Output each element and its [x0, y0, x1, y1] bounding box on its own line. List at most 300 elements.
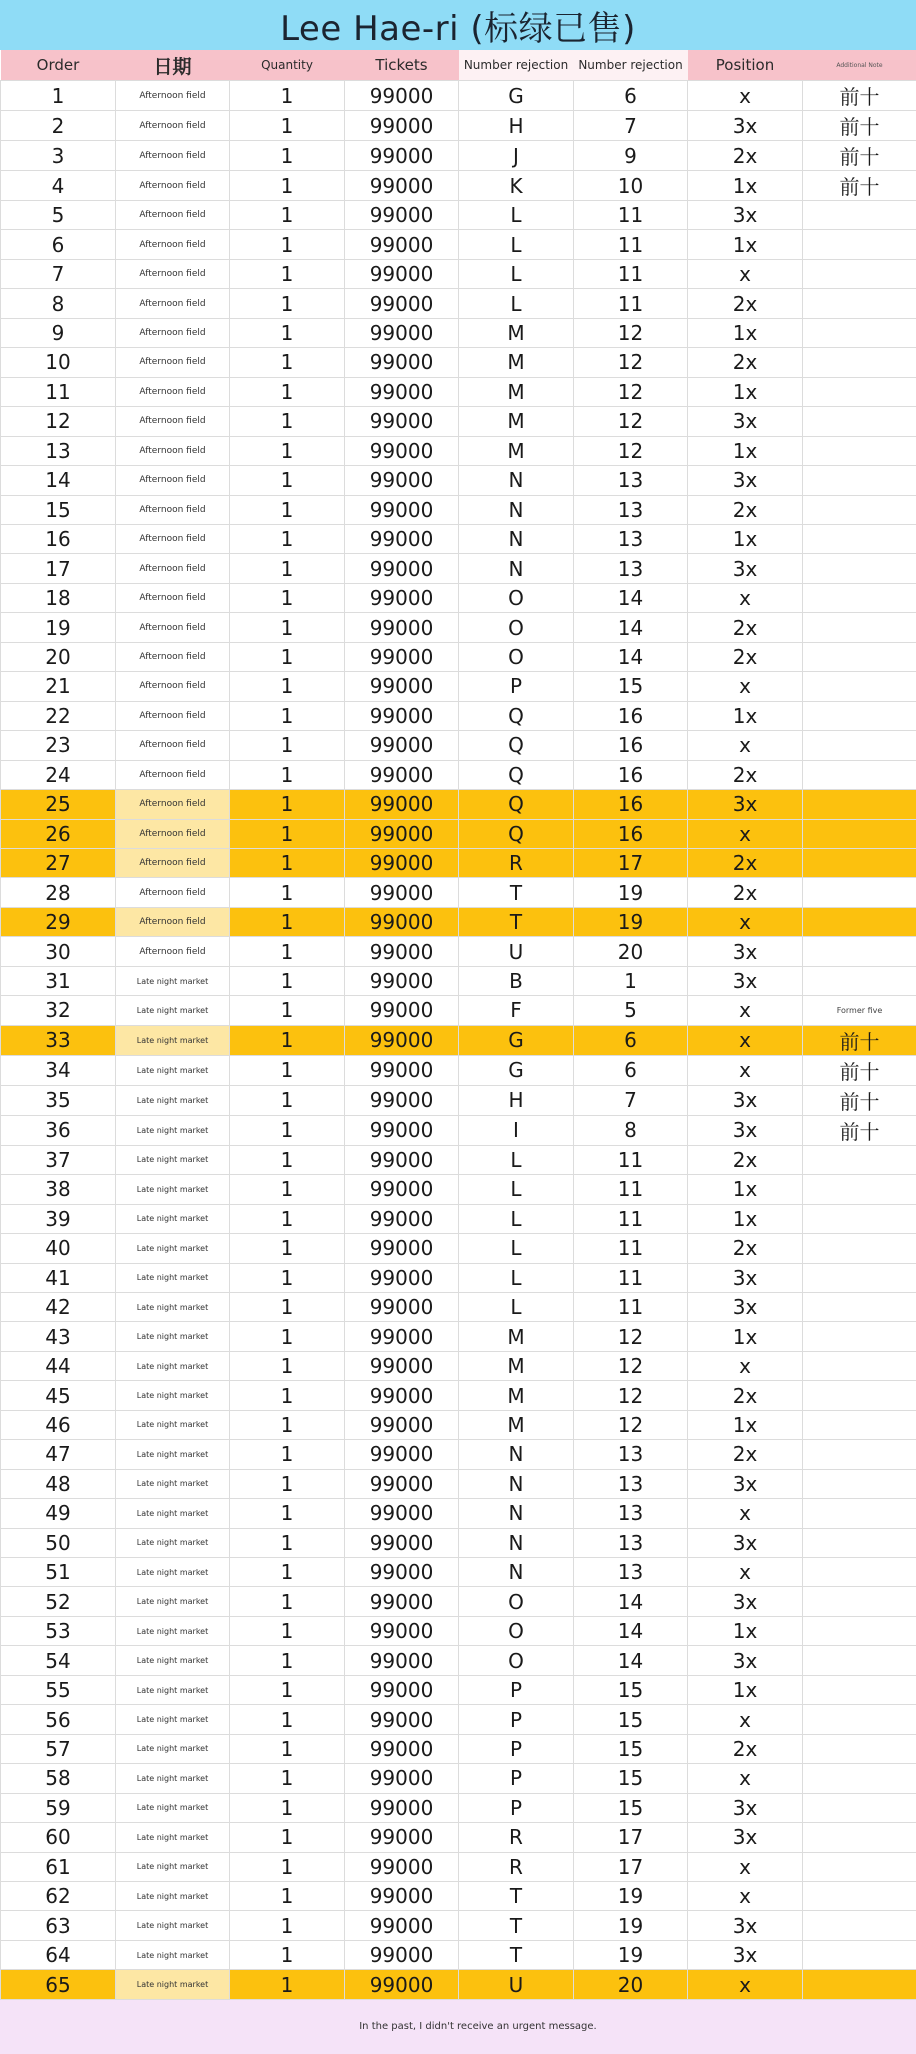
row-letter-cell: Q: [459, 731, 574, 760]
table-row: [1, 554, 916, 583]
header-position: Position: [688, 50, 803, 81]
row-letter-cell: O: [459, 1587, 574, 1616]
row-number-cell: 15: [574, 1705, 688, 1734]
date-cell: Late night market: [116, 1705, 230, 1734]
row-letter-cell: N: [459, 466, 574, 495]
row-number-cell: 11: [574, 289, 688, 318]
row-number-cell: 8: [574, 1115, 688, 1145]
note-cell: [803, 848, 916, 877]
quantity-cell: 1: [230, 966, 345, 995]
order-cell: 14: [1, 466, 116, 495]
table-row: [1, 1204, 916, 1233]
tickets-cell: 99000: [345, 1234, 459, 1263]
quantity-cell: 1: [230, 1145, 345, 1174]
quantity-cell: 1: [230, 318, 345, 347]
quantity-cell: 1: [230, 1499, 345, 1528]
order-cell: 6: [1, 230, 116, 259]
date-cell: Late night market: [116, 1616, 230, 1645]
row-number-cell: 11: [574, 259, 688, 288]
date-cell: Afternoon field: [116, 819, 230, 848]
date-cell: Afternoon field: [116, 613, 230, 642]
date-cell: Late night market: [116, 1911, 230, 1940]
order-cell: 45: [1, 1381, 116, 1410]
row-number-cell: 11: [574, 1175, 688, 1204]
note-cell: [803, 1970, 916, 1999]
position-cell: 3x: [688, 1587, 803, 1616]
quantity-cell: 1: [230, 642, 345, 671]
note-cell: [803, 1823, 916, 1852]
ticket-table: [0, 50, 916, 2000]
date-cell: Afternoon field: [116, 495, 230, 524]
note-cell: [803, 1882, 916, 1911]
note-cell: [803, 1852, 916, 1881]
date-cell: Late night market: [116, 1025, 230, 1055]
row-letter-cell: K: [459, 171, 574, 201]
note-cell: [803, 1675, 916, 1704]
note-cell: [803, 1381, 916, 1410]
quantity-cell: 1: [230, 1558, 345, 1587]
tickets-cell: 99000: [345, 848, 459, 877]
table-row: [1, 878, 916, 907]
table-row: [1, 937, 916, 966]
quantity-cell: 1: [230, 1882, 345, 1911]
row-letter-cell: T: [459, 907, 574, 936]
tickets-cell: 99000: [345, 642, 459, 671]
order-cell: 25: [1, 790, 116, 819]
note-cell: [803, 554, 916, 583]
order-cell: 7: [1, 259, 116, 288]
quantity-cell: 1: [230, 1440, 345, 1469]
note-cell: [803, 1292, 916, 1321]
note-cell: [803, 819, 916, 848]
row-number-cell: 19: [574, 878, 688, 907]
footer-message: In the past, I didn't receive an urgent message.: [359, 2021, 597, 2032]
row-letter-cell: Q: [459, 760, 574, 789]
order-cell: 51: [1, 1558, 116, 1587]
position-cell: 3x: [688, 1793, 803, 1822]
date-cell: Late night market: [116, 1410, 230, 1439]
table-row: [1, 407, 916, 436]
note-cell: [803, 524, 916, 553]
order-cell: 28: [1, 878, 116, 907]
row-letter-cell: L: [459, 1234, 574, 1263]
order-cell: 5: [1, 201, 116, 230]
order-cell: 21: [1, 672, 116, 701]
order-cell: 52: [1, 1587, 116, 1616]
note-cell: [803, 1587, 916, 1616]
row-letter-cell: L: [459, 259, 574, 288]
row-letter-cell: M: [459, 1351, 574, 1380]
order-cell: 2: [1, 111, 116, 141]
position-cell: 2x: [688, 642, 803, 671]
date-cell: Afternoon field: [116, 318, 230, 347]
order-cell: 65: [1, 1970, 116, 1999]
tickets-cell: 99000: [345, 1440, 459, 1469]
table-row: [1, 996, 916, 1025]
order-cell: 48: [1, 1469, 116, 1498]
order-cell: 13: [1, 436, 116, 465]
table-row: [1, 1616, 916, 1645]
tickets-cell: 99000: [345, 348, 459, 377]
date-cell: Late night market: [116, 1292, 230, 1321]
row-number-cell: 12: [574, 436, 688, 465]
order-cell: 56: [1, 1705, 116, 1734]
order-cell: 36: [1, 1115, 116, 1145]
position-cell: x: [688, 81, 803, 111]
position-cell: 2x: [688, 848, 803, 877]
row-letter-cell: G: [459, 1055, 574, 1085]
order-cell: 39: [1, 1204, 116, 1233]
position-cell: 1x: [688, 1675, 803, 1704]
order-cell: 3: [1, 141, 116, 171]
order-cell: 31: [1, 966, 116, 995]
tickets-cell: 99000: [345, 1882, 459, 1911]
table-row: [1, 672, 916, 701]
table-row: [1, 1970, 916, 1999]
quantity-cell: 1: [230, 1705, 345, 1734]
quantity-cell: 1: [230, 1292, 345, 1321]
order-cell: 46: [1, 1410, 116, 1439]
date-cell: Late night market: [116, 1764, 230, 1793]
row-letter-cell: L: [459, 1292, 574, 1321]
position-cell: 3x: [688, 966, 803, 995]
quantity-cell: 1: [230, 1646, 345, 1675]
table-row: [1, 1764, 916, 1793]
tickets-cell: 99000: [345, 318, 459, 347]
quantity-cell: 1: [230, 377, 345, 406]
order-cell: 33: [1, 1025, 116, 1055]
note-cell: 前十: [803, 1085, 916, 1115]
date-cell: Late night market: [116, 1734, 230, 1763]
row-number-cell: 19: [574, 1882, 688, 1911]
date-cell: Late night market: [116, 1793, 230, 1822]
row-letter-cell: O: [459, 613, 574, 642]
row-number-cell: 15: [574, 1793, 688, 1822]
quantity-cell: 1: [230, 1616, 345, 1645]
position-cell: 3x: [688, 201, 803, 230]
order-cell: 42: [1, 1292, 116, 1321]
date-cell: Afternoon field: [116, 642, 230, 671]
note-cell: [803, 1616, 916, 1645]
quantity-cell: 1: [230, 259, 345, 288]
tickets-cell: 99000: [345, 1970, 459, 1999]
note-cell: [803, 1734, 916, 1763]
order-cell: 62: [1, 1882, 116, 1911]
quantity-cell: 1: [230, 81, 345, 111]
row-number-cell: 17: [574, 1852, 688, 1881]
row-letter-cell: O: [459, 1616, 574, 1645]
note-cell: [803, 1764, 916, 1793]
row-number-cell: 12: [574, 1351, 688, 1380]
date-cell: Late night market: [116, 1204, 230, 1233]
position-cell: 1x: [688, 701, 803, 730]
note-cell: [803, 878, 916, 907]
table-row: [1, 1410, 916, 1439]
quantity-cell: 1: [230, 1322, 345, 1351]
date-cell: Afternoon field: [116, 201, 230, 230]
note-cell: [803, 1499, 916, 1528]
table-row: [1, 1823, 916, 1852]
row-letter-cell: P: [459, 1764, 574, 1793]
tickets-cell: 99000: [345, 141, 459, 171]
date-cell: Late night market: [116, 1882, 230, 1911]
position-cell: x: [688, 1351, 803, 1380]
position-cell: 1x: [688, 436, 803, 465]
quantity-cell: 1: [230, 495, 345, 524]
row-number-cell: 16: [574, 731, 688, 760]
quantity-cell: 1: [230, 1911, 345, 1940]
date-cell: Late night market: [116, 996, 230, 1025]
date-cell: Afternoon field: [116, 848, 230, 877]
date-cell: Afternoon field: [116, 259, 230, 288]
table-row: [1, 966, 916, 995]
tickets-cell: 99000: [345, 790, 459, 819]
quantity-cell: 1: [230, 848, 345, 877]
order-cell: 41: [1, 1263, 116, 1292]
date-cell: Afternoon field: [116, 760, 230, 789]
row-number-cell: 19: [574, 907, 688, 936]
row-number-cell: 17: [574, 1823, 688, 1852]
table-row: [1, 760, 916, 789]
row-number-cell: 15: [574, 1675, 688, 1704]
row-letter-cell: M: [459, 1322, 574, 1351]
footer: [0, 2000, 916, 2054]
tickets-cell: 99000: [345, 1085, 459, 1115]
row-number-cell: 11: [574, 201, 688, 230]
note-cell: [803, 289, 916, 318]
order-cell: 32: [1, 996, 116, 1025]
tickets-cell: 99000: [345, 583, 459, 612]
note-cell: [803, 230, 916, 259]
tickets-cell: 99000: [345, 1351, 459, 1380]
table-row: [1, 230, 916, 259]
row-number-cell: 12: [574, 318, 688, 347]
note-cell: [803, 966, 916, 995]
tickets-cell: 99000: [345, 1705, 459, 1734]
row-number-cell: 12: [574, 407, 688, 436]
note-cell: [803, 1263, 916, 1292]
row-number-cell: 13: [574, 554, 688, 583]
date-cell: Afternoon field: [116, 466, 230, 495]
order-cell: 57: [1, 1734, 116, 1763]
row-letter-cell: M: [459, 318, 574, 347]
note-cell: [803, 1528, 916, 1557]
table-row: [1, 1381, 916, 1410]
note-cell: [803, 436, 916, 465]
date-cell: Afternoon field: [116, 524, 230, 553]
note-cell: [803, 201, 916, 230]
position-cell: x: [688, 583, 803, 612]
row-letter-cell: T: [459, 1911, 574, 1940]
position-cell: 3x: [688, 1115, 803, 1145]
quantity-cell: 1: [230, 348, 345, 377]
row-number-cell: 12: [574, 348, 688, 377]
date-cell: Late night market: [116, 1055, 230, 1085]
date-cell: Afternoon field: [116, 111, 230, 141]
note-cell: Former five: [803, 996, 916, 1025]
table-row: [1, 495, 916, 524]
tickets-cell: 99000: [345, 1410, 459, 1439]
row-number-cell: 11: [574, 1145, 688, 1174]
quantity-cell: 1: [230, 1675, 345, 1704]
tickets-cell: 99000: [345, 1764, 459, 1793]
order-cell: 9: [1, 318, 116, 347]
position-cell: 3x: [688, 466, 803, 495]
note-cell: [803, 1145, 916, 1174]
date-cell: Late night market: [116, 1675, 230, 1704]
position-cell: 2x: [688, 1381, 803, 1410]
row-letter-cell: O: [459, 642, 574, 671]
quantity-cell: 1: [230, 1734, 345, 1763]
row-number-cell: 13: [574, 524, 688, 553]
quantity-cell: 1: [230, 1204, 345, 1233]
table-row: [1, 790, 916, 819]
row-letter-cell: T: [459, 1940, 574, 1969]
note-cell: [803, 1469, 916, 1498]
order-cell: 23: [1, 731, 116, 760]
row-letter-cell: N: [459, 495, 574, 524]
position-cell: 3x: [688, 1823, 803, 1852]
date-cell: Afternoon field: [116, 554, 230, 583]
quantity-cell: 1: [230, 1175, 345, 1204]
table-row: [1, 642, 916, 671]
table-row: [1, 1055, 916, 1085]
row-number-cell: 6: [574, 81, 688, 111]
date-cell: Afternoon field: [116, 907, 230, 936]
tickets-cell: 99000: [345, 259, 459, 288]
tickets-cell: 99000: [345, 1292, 459, 1321]
quantity-cell: 1: [230, 1410, 345, 1439]
row-number-cell: 19: [574, 1911, 688, 1940]
position-cell: x: [688, 996, 803, 1025]
order-cell: 54: [1, 1646, 116, 1675]
row-letter-cell: N: [459, 524, 574, 553]
table-row: [1, 348, 916, 377]
row-letter-cell: M: [459, 377, 574, 406]
row-number-cell: 20: [574, 1970, 688, 1999]
position-cell: 1x: [688, 1616, 803, 1645]
header-quantity: Quantity: [230, 50, 345, 81]
tickets-cell: 99000: [345, 1734, 459, 1763]
row-number-cell: 17: [574, 848, 688, 877]
row-letter-cell: Q: [459, 790, 574, 819]
row-letter-cell: L: [459, 1204, 574, 1233]
position-cell: 1x: [688, 1410, 803, 1439]
date-cell: Afternoon field: [116, 672, 230, 701]
row-letter-cell: F: [459, 996, 574, 1025]
position-cell: 1x: [688, 318, 803, 347]
row-number-cell: 16: [574, 760, 688, 789]
row-letter-cell: P: [459, 1734, 574, 1763]
tickets-cell: 99000: [345, 1940, 459, 1969]
tickets-cell: 99000: [345, 731, 459, 760]
table-row: [1, 1440, 916, 1469]
table-row: [1, 1025, 916, 1055]
order-cell: 38: [1, 1175, 116, 1204]
page-title: Lee Hae-ri (标绿已售): [280, 1, 636, 50]
note-cell: [803, 407, 916, 436]
quantity-cell: 1: [230, 407, 345, 436]
order-cell: 22: [1, 701, 116, 730]
position-cell: 1x: [688, 1204, 803, 1233]
position-cell: 1x: [688, 230, 803, 259]
note-cell: [803, 1175, 916, 1204]
position-cell: 3x: [688, 1292, 803, 1321]
note-cell: [803, 1440, 916, 1469]
tickets-cell: 99000: [345, 111, 459, 141]
table-row: [1, 1499, 916, 1528]
note-cell: [803, 1351, 916, 1380]
tickets-cell: 99000: [345, 171, 459, 201]
row-letter-cell: L: [459, 1175, 574, 1204]
order-cell: 17: [1, 554, 116, 583]
note-cell: [803, 466, 916, 495]
order-cell: 15: [1, 495, 116, 524]
order-cell: 60: [1, 1823, 116, 1852]
order-cell: 11: [1, 377, 116, 406]
date-cell: Late night market: [116, 1234, 230, 1263]
row-number-cell: 1: [574, 966, 688, 995]
date-cell: Afternoon field: [116, 790, 230, 819]
table-row: [1, 1263, 916, 1292]
row-letter-cell: R: [459, 1823, 574, 1852]
note-cell: [803, 1322, 916, 1351]
row-letter-cell: J: [459, 141, 574, 171]
tickets-cell: 99000: [345, 996, 459, 1025]
quantity-cell: 1: [230, 1852, 345, 1881]
row-number-cell: 14: [574, 1646, 688, 1675]
row-number-cell: 16: [574, 790, 688, 819]
position-cell: 1x: [688, 1175, 803, 1204]
table-row: [1, 318, 916, 347]
tickets-cell: 99000: [345, 1587, 459, 1616]
note-cell: [803, 1911, 916, 1940]
order-cell: 18: [1, 583, 116, 612]
row-number-cell: 11: [574, 230, 688, 259]
table-row: [1, 819, 916, 848]
note-cell: 前十: [803, 1055, 916, 1085]
order-cell: 64: [1, 1940, 116, 1969]
row-letter-cell: N: [459, 554, 574, 583]
note-cell: [803, 907, 916, 936]
date-cell: Late night market: [116, 1970, 230, 1999]
tickets-cell: 99000: [345, 201, 459, 230]
order-cell: 50: [1, 1528, 116, 1557]
order-cell: 27: [1, 848, 116, 877]
tickets-cell: 99000: [345, 230, 459, 259]
row-number-cell: 11: [574, 1204, 688, 1233]
row-letter-cell: T: [459, 878, 574, 907]
position-cell: 2x: [688, 760, 803, 789]
row-letter-cell: M: [459, 1410, 574, 1439]
order-cell: 44: [1, 1351, 116, 1380]
row-number-cell: 20: [574, 937, 688, 966]
position-cell: x: [688, 731, 803, 760]
quantity-cell: 1: [230, 1587, 345, 1616]
date-cell: Afternoon field: [116, 731, 230, 760]
table-row: [1, 1734, 916, 1763]
table-row: [1, 1175, 916, 1204]
note-cell: [803, 583, 916, 612]
table-row: [1, 1882, 916, 1911]
tickets-cell: 99000: [345, 1469, 459, 1498]
quantity-cell: 1: [230, 466, 345, 495]
table-row: [1, 613, 916, 642]
table-row: [1, 1528, 916, 1557]
date-cell: Afternoon field: [116, 701, 230, 730]
tickets-cell: 99000: [345, 495, 459, 524]
note-cell: [803, 1234, 916, 1263]
